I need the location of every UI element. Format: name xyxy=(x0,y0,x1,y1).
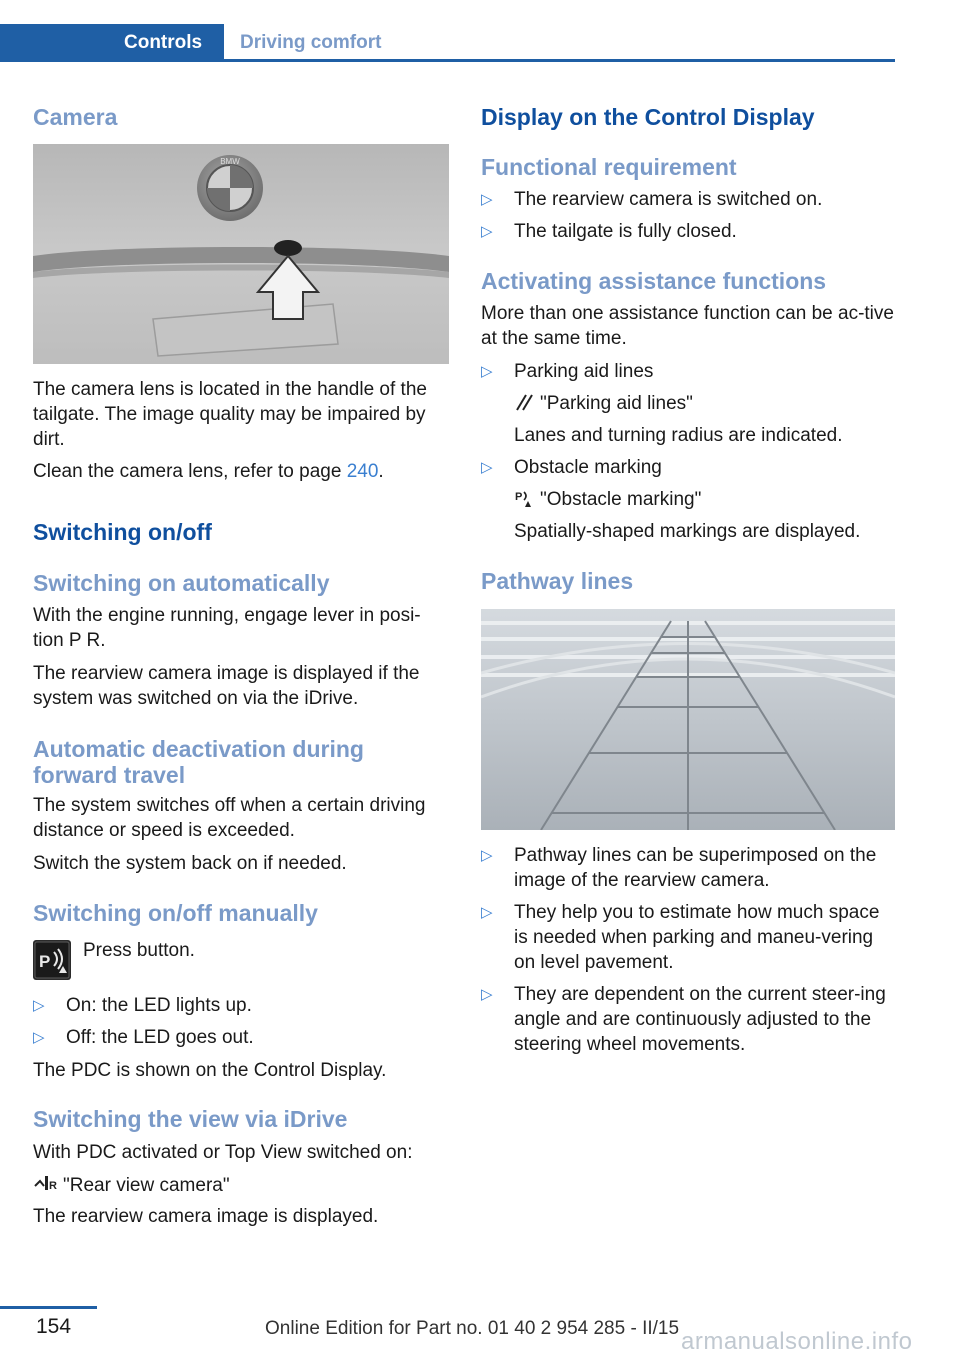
camera-location-image xyxy=(33,144,449,364)
view-heading: Switching the view via iDrive xyxy=(33,1106,348,1132)
manual-paragraph: The PDC is shown on the Control Display. xyxy=(33,1060,387,1081)
list-item xyxy=(481,219,897,244)
functional-heading: Functional requirement xyxy=(481,154,737,180)
svg-text:R: R xyxy=(49,1180,57,1192)
auto-paragraph-1: With the engine running, engage lever in posi‐tion P R. xyxy=(33,605,421,651)
list-item-text: They are dependent on the current steer‐ing angle and are continuously adjusted to the steering wheel movements. xyxy=(514,984,886,1055)
bullet-icon: ▷ xyxy=(481,847,493,864)
auto-paragraph-2: The rearview camera image is displayed if the system was switched on via the iDrive. xyxy=(33,663,420,709)
pdc-button-icon xyxy=(33,940,71,980)
bullet-icon: ▷ xyxy=(33,1029,45,1046)
bullet-icon: ▷ xyxy=(481,363,493,380)
list-item-text: They help you to estimate how much space is needed when parking and maneu‐vering on level pavement. xyxy=(514,902,880,973)
bmw-badge xyxy=(197,155,263,221)
assist-item-desc: Lanes and turning radius are indicated. xyxy=(514,425,843,446)
view-paragraph-2: The rearview camera image is displayed. xyxy=(33,1206,379,1227)
assist-item-menu: "Obstacle marking" xyxy=(540,489,702,510)
header-rule xyxy=(0,59,895,62)
footer-rule xyxy=(0,1306,97,1309)
list-item xyxy=(33,1025,449,1050)
list-item xyxy=(33,993,449,1018)
assist-item-title: Parking aid lines xyxy=(514,361,654,382)
deactivation-paragraph-1: The system switches off when a certain driving distance or speed is exceeded. xyxy=(33,795,426,841)
list-item-text: Pathway lines can be superimposed on the image of the rearview camera. xyxy=(514,845,877,891)
list-item xyxy=(481,982,897,1057)
rear-view-camera-menu: "Rear view camera" xyxy=(63,1175,230,1196)
assist-item-menu-line xyxy=(514,487,897,512)
list-item xyxy=(481,359,897,448)
bullet-icon: ▷ xyxy=(481,904,493,921)
manual-list xyxy=(33,993,449,1050)
assist-list xyxy=(481,359,897,544)
list-item-text: The rearview camera is switched on. xyxy=(514,189,823,210)
header-tabs xyxy=(0,24,895,62)
pathway-heading: Pathway lines xyxy=(481,568,634,594)
pathway-lines-image xyxy=(481,609,895,830)
page-number: 154 xyxy=(36,1315,72,1338)
obstacle-marking-icon xyxy=(514,488,534,508)
parking-aid-lines-icon xyxy=(514,392,534,412)
tab-controls[interactable]: Controls xyxy=(0,24,224,62)
camera-lens xyxy=(274,240,302,256)
list-item-text: The tailgate is fully closed. xyxy=(514,221,737,242)
camera-paragraph-2 xyxy=(33,459,449,484)
list-item xyxy=(481,900,897,975)
auto-heading: Switching on automatically xyxy=(33,570,330,596)
svg-text:P: P xyxy=(515,491,523,503)
bmw-badge-text: BMW xyxy=(220,157,240,166)
list-item xyxy=(481,187,897,212)
display-heading: Display on the Control Display xyxy=(481,104,815,130)
list-item xyxy=(481,455,897,544)
camera-heading: Camera xyxy=(33,104,118,130)
bullet-icon: ▷ xyxy=(481,191,493,208)
deactivation-heading: Automatic deactivation during forward travel xyxy=(33,736,364,788)
camera-paragraph-1: The camera lens is located in the handle of the tailgate. The image quality may be impaired by dirt. xyxy=(33,379,427,450)
camera-p2-post: . xyxy=(378,461,384,482)
page-link-240[interactable]: 240 xyxy=(346,461,379,482)
rear-view-camera-icon xyxy=(33,1172,57,1194)
assist-item-desc: Spatially-shaped markings are displayed. xyxy=(514,521,861,542)
view-paragraph-1: With PDC activated or Top View switched on: xyxy=(33,1142,413,1163)
camera-p2-pre: Clean the camera lens, refer to page xyxy=(33,461,347,482)
switching-heading: Switching on/off xyxy=(33,519,212,545)
bullet-icon: ▷ xyxy=(481,223,493,240)
list-item xyxy=(481,843,897,893)
assist-item-menu: "Parking aid lines" xyxy=(540,393,693,414)
bullet-icon: ▷ xyxy=(481,986,493,1003)
bullet-icon: ▷ xyxy=(481,459,493,476)
list-item-text: Off: the LED goes out. xyxy=(66,1027,254,1048)
view-menu-line xyxy=(33,1172,449,1198)
deactivation-paragraph-2: Switch the system back on if needed. xyxy=(33,853,347,874)
assist-paragraph: More than one assistance function can be ac‐tive at the same time. xyxy=(481,303,894,349)
svg-text:P: P xyxy=(39,952,51,971)
assist-heading: Activating assistance functions xyxy=(481,268,827,294)
edition-text: Online Edition for Part no. 01 40 2 954 285 - II/15 xyxy=(265,1318,680,1339)
tab-driving-comfort[interactable]: Driving comfort xyxy=(240,32,382,53)
assist-item-title: Obstacle marking xyxy=(514,457,662,478)
manual-press-text: Press button. xyxy=(83,940,195,961)
list-item-text: On: the LED lights up. xyxy=(66,995,252,1016)
pathway-list xyxy=(481,843,897,1057)
functional-list xyxy=(481,187,897,244)
assist-item-menu-line xyxy=(514,391,897,416)
manual-heading: Switching on/off manually xyxy=(33,900,318,926)
bullet-icon: ▷ xyxy=(33,997,45,1014)
watermark: armanualsonline.info xyxy=(681,1328,913,1355)
